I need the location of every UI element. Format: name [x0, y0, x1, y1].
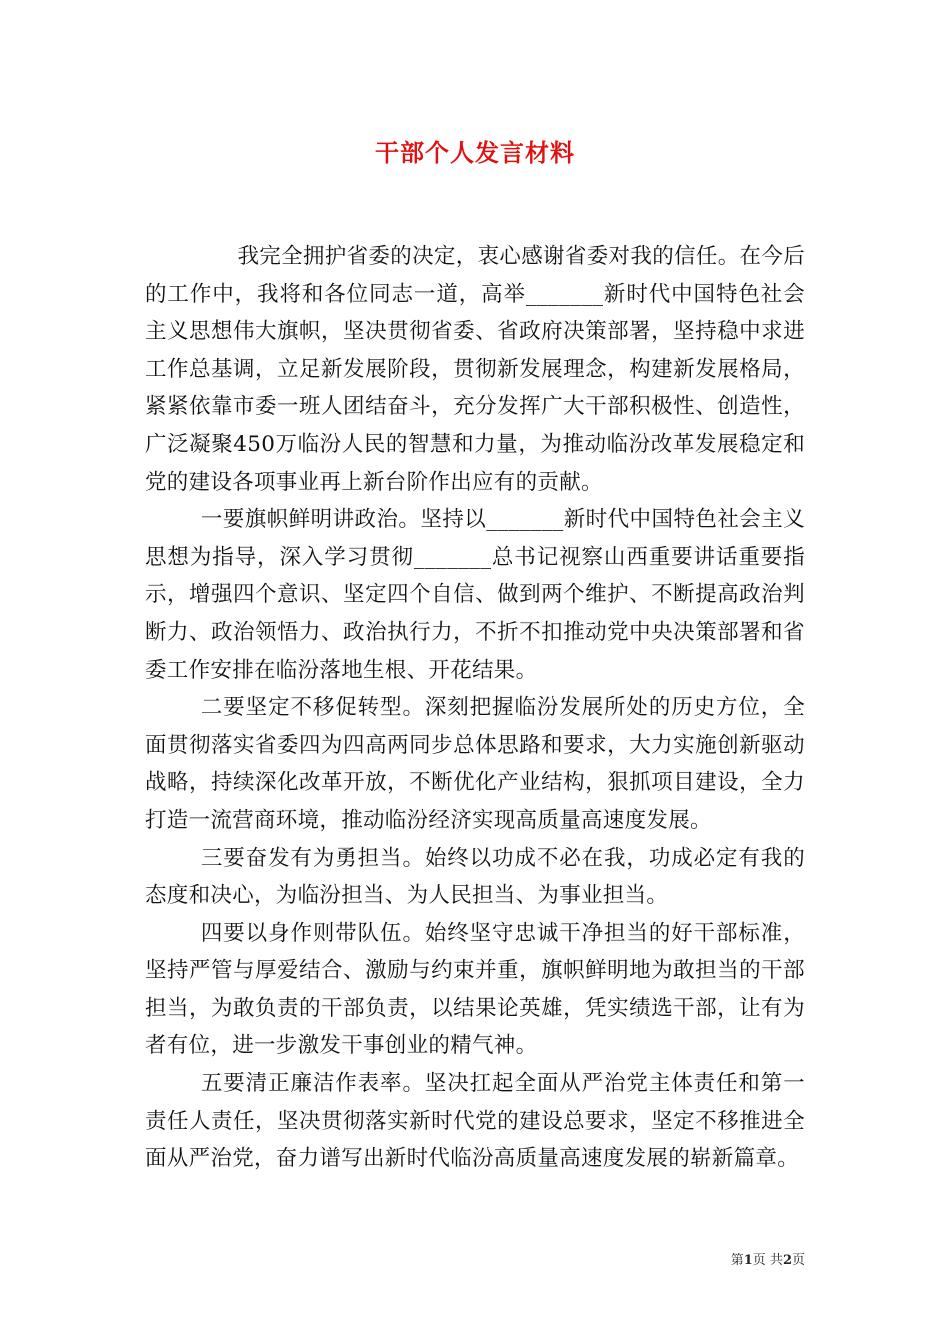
footer-prefix: 第	[730, 1253, 744, 1268]
paragraph-point-3: 三要奋发有为勇担当。始终以功成不必在我，功成必定有我的态度和决心，为临汾担当、为人民担当、为事业担当。	[145, 845, 805, 909]
paragraph-point-5: 五要清正廉洁作表率。坚决扛起全面从严治党主体责任和第一责任人责任，坚决贯彻落实新时代党的建设总要求，坚定不移推进全面从严治党，奋力谱写出新时代临汾高质量高速度发展的崭新篇章。	[145, 1071, 805, 1172]
page-number-footer	[731, 1249, 805, 1268]
document-title: 干部个人发言材料	[375, 138, 575, 167]
paragraph-point-1: 一要旗帜鲜明讲政治。坚持以_______新时代中国特色社会主义思想为指导，深入学习贯彻_______总书记视察山西重要讲话重要指示，增强四个意识、坚定四个自信、做到两个维护、不断提高政治判断力、政治领悟力、政治执行力，不折不扣推动党中央决策部署和省委工作安排在临汾落地生根、开花结果。	[145, 507, 805, 683]
footer-total-pages: 2	[782, 1253, 792, 1268]
footer-current-page: 1	[743, 1253, 753, 1268]
paragraph-point-2: 二要坚定不移促转型。深刻把握临汾发展所处的历史方位，全面贯彻落实省委四为四高两同步总体思路和要求，大力实施创新驱动战略，持续深化改革开放，不断优化产业结构，狠抓项目建设，全力打造一流营商环境，推动临汾经济实现高质量高速度发展。	[145, 695, 805, 833]
paragraph-point-4: 四要以身作则带队伍。始终坚守忠诚干净担当的好干部标准，坚持严管与厚爱结合、激励与约束并重，旗帜鲜明地为敢担当的干部担当，为敢负责的干部负责，以结果论英雄，凭实绩选干部，让有为者有位，进一步激发干事创业的精气神。	[145, 920, 805, 1059]
footer-suffix: 页	[791, 1253, 805, 1268]
footer-middle: 页 共	[752, 1253, 783, 1268]
paragraph-intro: 我完全拥护省委的决定，衷心感谢省委对我的信任。在今后的工作中，我将和各位同志一道，高举_______新时代中国特色社会主义思想伟大旗帜，坚决贯彻省委、省政府决策部署，坚持稳中求进工作总基调，立足新发展阶段，贯彻新发展理念，构建新发展格局，紧紧依靠市委一班人团结奋斗，充分发挥广大干部积极性、创造性，广泛凝聚450万临汾人民的智慧和力量，为推动临汾改革发展稳定和党的建设各项事业再上新台阶作出应有的贡献。	[145, 244, 805, 495]
document-body	[145, 238, 805, 1178]
